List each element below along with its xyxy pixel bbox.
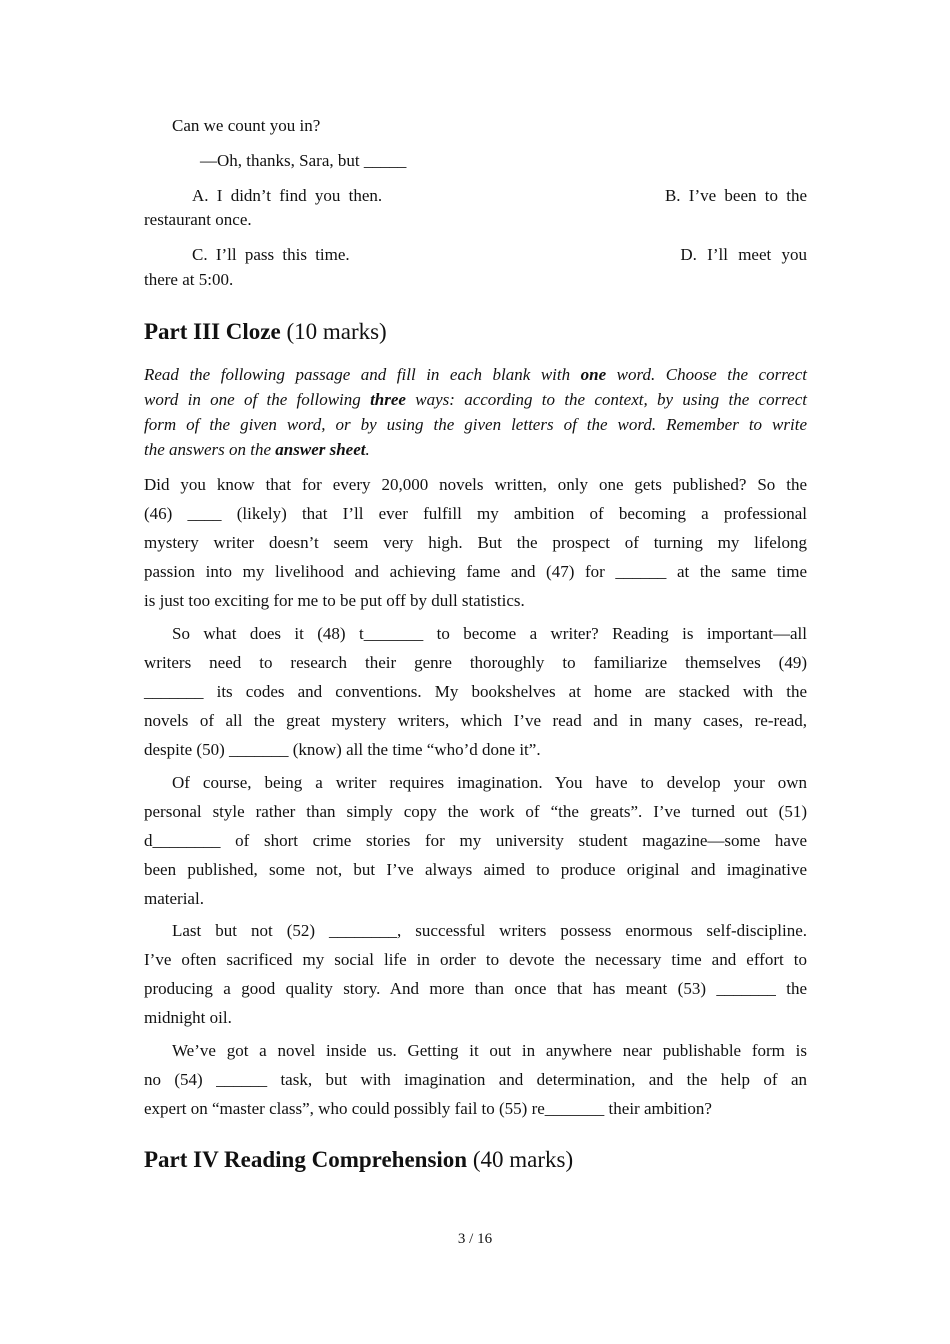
instruction-line: [144, 363, 807, 387]
text: Read the following passage and fill in each blank with: [144, 365, 581, 384]
passage-line: We’ve got a novel inside us. Getting it out in anywhere near publishable form is: [172, 1041, 807, 1060]
emphasis: one: [580, 365, 607, 384]
option-d-continued: there at 5:00.: [144, 270, 234, 289]
part4-title: Part IV Reading Comprehension: [144, 1147, 468, 1172]
text: ways: according to the context, by using the correct: [405, 390, 807, 409]
option-b: B. I’ve been to the: [664, 186, 807, 205]
passage-line: (46) ____ (likely) that I’ll ever fulfill my ambition of becoming a professional: [144, 504, 807, 523]
passage-line: despite (50) _______ (know) all the time “who’d done it”.: [144, 740, 541, 759]
text: .: [365, 440, 370, 459]
text: word. Choose the correct: [606, 365, 807, 384]
passage-line: material.: [144, 889, 204, 908]
instruction-line: [144, 388, 807, 412]
emphasis: answer sheet: [275, 440, 366, 459]
part3-heading: [144, 317, 387, 347]
part4-marks: (40 marks): [472, 1147, 574, 1172]
instruction-line: form of the given word, or by using the given letters of the word. Remember to write: [144, 415, 807, 434]
text: word in one of the following: [144, 390, 371, 409]
passage-line: passion into my livelihood and achieving fame and (47) for ______ at the same time: [144, 562, 807, 581]
passage-line: is just too exciting for me to be put off by dull statistics.: [144, 591, 525, 610]
option-b-continued: restaurant once.: [144, 210, 252, 229]
passage-line: novels of all the great mystery writers, which I’ve read and in many cases, re-read,: [144, 711, 807, 730]
passage-line: midnight oil.: [144, 1008, 232, 1027]
option-d: D. I’ll meet you: [680, 245, 807, 264]
passage-line: producing a good quality story. And more than once that has meant (53) _______ the: [144, 979, 807, 998]
passage-line: Last but not (52) ________, successful writers possess enormous self-discipline.: [172, 921, 807, 940]
passage-line: no (54) ______ task, but with imagination and determination, and the help of an: [144, 1070, 807, 1089]
passage-line: personal style rather than simply copy the work of “the greats”. I’ve turned out (51): [144, 802, 807, 821]
passage-line: Of course, being a writer requires imagination. You have to develop your own: [172, 773, 807, 792]
option-c: C. I’ll pass this time.: [192, 245, 350, 264]
option-a: A. I didn’t find you then.: [192, 186, 383, 205]
passage-line: writers need to research their genre thoroughly to familiarize themselves (49): [144, 653, 807, 672]
question-reply: —Oh, thanks, Sara, but _____: [200, 151, 407, 170]
passage-line: Did you know that for every 20,000 novels written, only one gets published? So the: [144, 475, 807, 494]
question-prompt: Can we count you in?: [172, 116, 321, 135]
text: the answers on the: [144, 440, 276, 459]
passage-line: I’ve often sacrificed my social life in order to devote the necessary time and effort to: [144, 950, 807, 969]
passage-line: d________ of short crime stories for my university student magazine—some have: [144, 831, 807, 850]
passage-line: So what does it (48) t_______ to become a writer? Reading is important—all: [172, 624, 807, 643]
part3-title: Part III Cloze: [144, 319, 281, 344]
passage-line: mystery writer doesn’t seem very high. But the prospect of turning my lifelong: [144, 533, 807, 552]
passage-line: expert on “master class”, who could possibly fail to (55) re_______ their ambition?: [144, 1099, 712, 1118]
passage-line: been published, some not, but I’ve always aimed to produce original and imaginative: [144, 860, 807, 879]
page-number: 3 / 16: [457, 1231, 493, 1247]
emphasis: three: [370, 390, 406, 409]
part3-marks: (10 marks): [286, 319, 387, 344]
instruction-line: [144, 438, 807, 462]
passage-line: _______ its codes and conventions. My bookshelves at home are stacked with the: [144, 682, 807, 701]
part4-heading: [144, 1145, 573, 1175]
